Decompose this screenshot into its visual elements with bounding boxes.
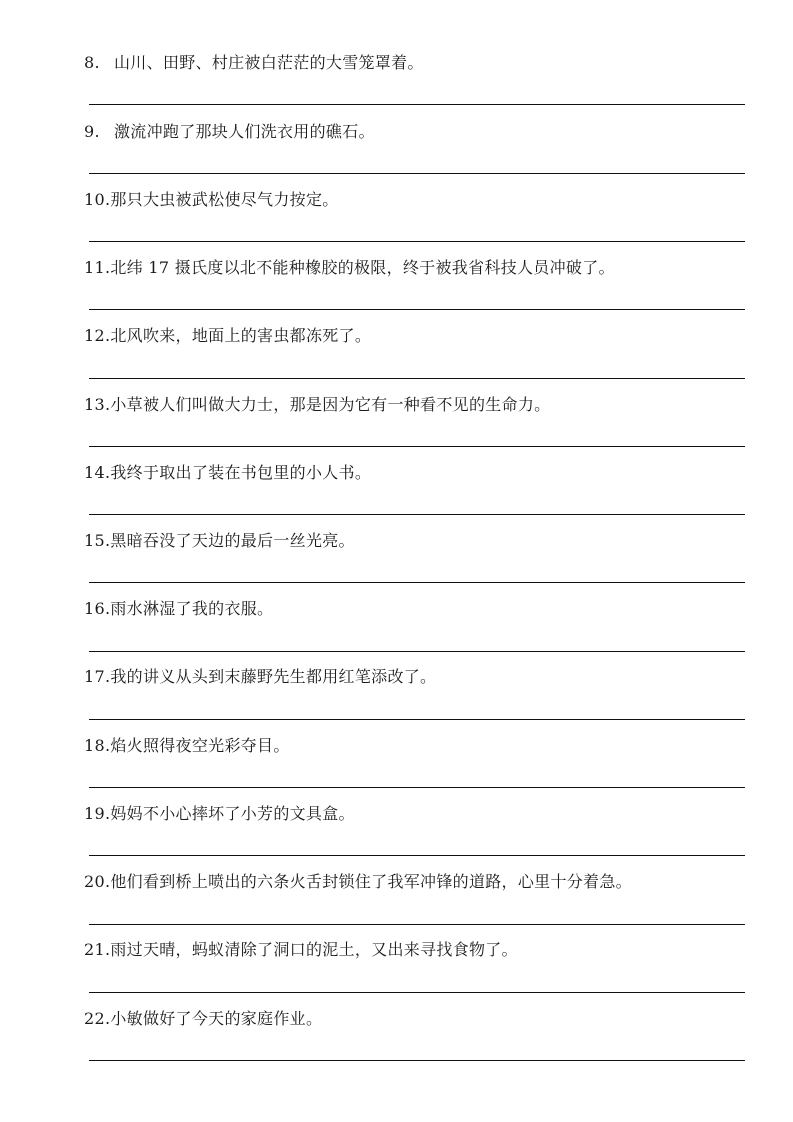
question-sentence: 小敏做好了今天的家庭作业。 [110, 1009, 323, 1028]
question-number: 16. [84, 599, 111, 618]
answer-line[interactable] [89, 1060, 745, 1061]
answer-line[interactable] [89, 651, 745, 652]
question-text [84, 187, 339, 213]
question-item-15 [84, 528, 748, 596]
answer-line[interactable] [89, 446, 745, 447]
question-text [84, 1006, 322, 1032]
question-text [84, 392, 550, 418]
answer-line[interactable] [89, 173, 745, 174]
answer-line[interactable] [89, 582, 745, 583]
question-item-21 [84, 937, 748, 1005]
answer-line[interactable] [89, 104, 745, 105]
question-item-12 [84, 323, 748, 391]
question-item-11 [84, 255, 748, 323]
question-item-22 [84, 1006, 748, 1074]
answer-line[interactable] [89, 855, 745, 856]
question-sentence: 北纬 17 摄氏度以北不能种橡胶的极限，终于被我省科技人员冲破了。 [110, 258, 615, 277]
question-text [84, 50, 424, 76]
question-item-16 [84, 596, 748, 664]
question-text [84, 869, 632, 895]
question-sentence: 妈妈不小心摔坏了小芳的文具盒。 [110, 804, 355, 823]
question-number: 15. [84, 531, 111, 550]
question-sentence: 那只大虫被武松使尽气力按定。 [110, 190, 339, 209]
question-number: 11. [84, 258, 111, 277]
question-text [84, 119, 375, 145]
question-sentence: 雨过天晴，蚂蚁清除了洞口的泥土，又出来寻找食物了。 [110, 940, 518, 959]
question-sentence: 北风吹来，地面上的害虫都冻死了。 [110, 326, 372, 345]
question-text [84, 801, 355, 827]
question-item-9 [84, 119, 748, 187]
question-number: 17. [84, 667, 111, 686]
question-number: 19. [84, 804, 111, 823]
question-number: 13. [84, 395, 111, 414]
question-item-8 [84, 50, 748, 118]
question-sentence: 焰火照得夜空光彩夺目。 [110, 736, 290, 755]
answer-line[interactable] [89, 787, 745, 788]
question-item-19 [84, 801, 748, 869]
answer-line[interactable] [89, 514, 745, 515]
question-sentence: 他们看到桥上喷出的六条火舌封锁住了我军冲锋的道路，心里十分着急。 [110, 872, 632, 891]
question-item-17 [84, 664, 748, 732]
question-item-13 [84, 392, 748, 460]
question-text [84, 323, 371, 349]
question-sentence: 黑暗吞没了天边的最后一丝光亮。 [110, 531, 355, 550]
question-item-14 [84, 460, 748, 528]
answer-line[interactable] [89, 924, 745, 925]
question-number: 20. [84, 872, 111, 891]
question-text [84, 733, 290, 759]
question-sentence: 激流冲跑了那块人们洗衣用的礁石。 [114, 122, 375, 141]
answer-line[interactable] [89, 241, 745, 242]
question-text [84, 664, 436, 690]
question-item-10 [84, 187, 748, 255]
question-sentence: 雨水淋湿了我的衣服。 [110, 599, 274, 618]
question-sentence: 我的讲义从头到末藤野先生都用红笔添改了。 [110, 667, 437, 686]
question-number: 10. [84, 190, 111, 209]
question-item-18 [84, 733, 748, 801]
answer-line[interactable] [89, 309, 745, 310]
question-number: 12. [84, 326, 111, 345]
answer-line[interactable] [89, 378, 745, 379]
question-text [84, 937, 518, 963]
question-text [84, 255, 615, 281]
question-number: 22. [84, 1009, 111, 1028]
question-number: 21. [84, 940, 111, 959]
question-number: 9. [84, 122, 100, 141]
question-text [84, 528, 355, 554]
question-sentence: 小草被人们叫做大力士，那是因为它有一种看不见的生命力。 [110, 395, 551, 414]
question-text [84, 460, 371, 486]
answer-line[interactable] [89, 992, 745, 993]
question-item-20 [84, 869, 748, 937]
question-number: 14. [84, 463, 111, 482]
question-number: 18. [84, 736, 111, 755]
question-text [84, 596, 273, 622]
question-number: 8. [84, 53, 100, 72]
question-sentence: 山川、田野、村庄被白茫茫的大雪笼罩着。 [114, 53, 424, 72]
question-sentence: 我终于取出了装在书包里的小人书。 [110, 463, 372, 482]
answer-line[interactable] [89, 719, 745, 720]
